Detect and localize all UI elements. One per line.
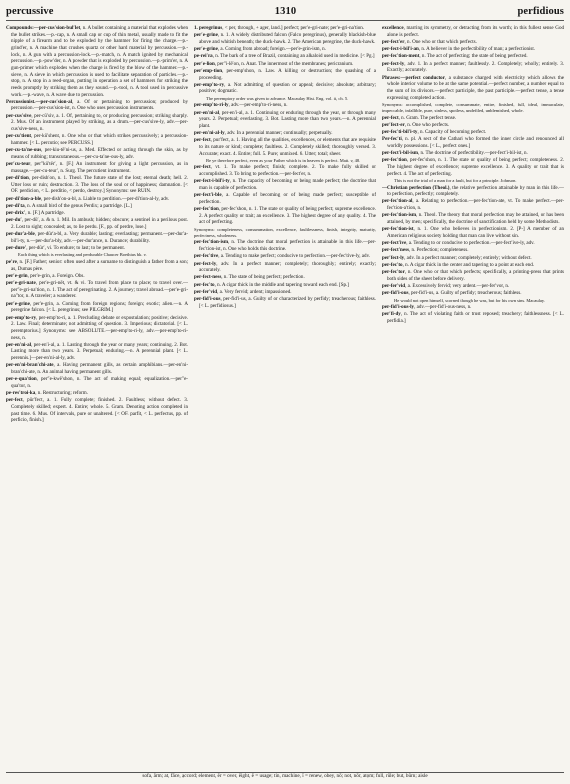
dictionary-entry bbox=[382, 46, 564, 53]
entry-headword: per-fid′i-ous bbox=[382, 290, 409, 297]
entry-definition: , n. 1. A widely distributed falcon (Falco peregrinus), generally blackish-blue above and whitish beneath; the duck-hawk. 2. The American peregrine, the duck-hawk. bbox=[199, 32, 376, 45]
header-left-guideword: percussive bbox=[6, 6, 54, 17]
entry-definition: , a. Relating to perfection.—per-fec′tion-ate, vt. To make perfect.—per-fec′tion-a′tion, n. bbox=[387, 198, 564, 212]
entry-definition: , n. One who or that which perfects. bbox=[404, 38, 477, 45]
dictionary-entry bbox=[382, 255, 564, 262]
entry-headword: per-drix′ bbox=[6, 210, 26, 217]
entry-headword: per-fect′ive bbox=[382, 240, 407, 247]
entry-headword: Percussionist.—per-cus′sion-al bbox=[6, 98, 73, 105]
dictionary-entry bbox=[6, 301, 188, 314]
entry-headword: pe-rei′ra bbox=[194, 53, 213, 60]
column-1 bbox=[6, 25, 188, 773]
dictionary-entry bbox=[6, 342, 188, 362]
entry-definition: , a. Tending to make perfect; conducive to perfection.—per-fec′tive-ly, adv. bbox=[218, 253, 371, 260]
dictionary-entry bbox=[382, 39, 564, 46]
entry-headword: Phrases:—perfect conductor bbox=[382, 74, 445, 81]
entry-definition: , per-kiu-tē′ni-us, a. Med. Effected or acting through the skin, as by means of rubbing; transcutaneous.—per-cu-ta′ne-ous-ly, adv. bbox=[11, 147, 188, 160]
dictionary-entry bbox=[382, 157, 564, 177]
dictionary-entry bbox=[194, 137, 376, 157]
entry-headword: per-e-qua′tion bbox=[6, 376, 37, 383]
dictionary-entry bbox=[6, 231, 188, 244]
entry-definition: , marring its symmetry, or detracting from its worth; in this fullest sense God alone is perfect. bbox=[387, 25, 564, 38]
entry-definition: , n. The doctrine of perfectibility.—per-fect′i-bil-ist, n. bbox=[418, 150, 528, 157]
entry-definition: , a. Of or pertaining to percussion; produced by percussion.—per-cus′sion-ist, n. One who uses percussion instruments. bbox=[11, 98, 188, 112]
entry-headword: per-fer′vid bbox=[382, 283, 406, 290]
dictionary-entry bbox=[6, 217, 188, 230]
entry-definition: , n. Restructuring; reform. bbox=[35, 390, 88, 397]
dictionary-entry bbox=[382, 304, 564, 311]
entry-definition: , adv.—per-emp′to-ri-ness, n. bbox=[228, 102, 288, 109]
dictionary-entry bbox=[6, 376, 188, 389]
entry-definition: , n. A believer in the perfectibility of man; a perfectionist. bbox=[418, 46, 536, 53]
entry-quotation: Be ye therefore perfect, even as your Father which is in heaven is perfect. Matt. v, 48. bbox=[206, 157, 361, 163]
entry-definition: , the relative perfection attainable by man in this life.—to perfection, perfectly; completely. bbox=[387, 184, 564, 198]
entry-definition: , n. The capacity of becoming or being made perfect; the doctrine that man is capable of perfection. bbox=[199, 178, 376, 191]
entry-definition: , per-cū′siv, a. 1. Of, pertaining to, or producing percussion; striking sharply. 2. Mus. Of an instrument played by striking, as a drum.—per-cus′sive-ly, adv.—per-cus′sive-ness, n. bbox=[11, 112, 188, 133]
dictionary-entry bbox=[382, 247, 564, 254]
dictionary-entry bbox=[382, 226, 564, 239]
dictionary-entry bbox=[6, 175, 188, 195]
entry-headword: per-fec′to bbox=[382, 261, 403, 268]
column-3 bbox=[382, 25, 564, 773]
entry-definition: , n. The doctrine that moral perfection is attainable in this life.—per-fec′tion-ist, n. One who holds this doctrine. bbox=[199, 239, 376, 253]
entry-definition: , n. A bullet containing a material that explodes when the bullet strikes.—p.-cap, n. A small cap or cup of thin metal, usually made to fit the nipple of a firearm and to be exploded by the hammer for firing the charge.—p.-grind′er, n. A machine that crushes quartz or other hard material by percussion.—p.-lock, n. A gun with a percussion-lock.—p.-match, n. A match ignited by mechanical percussion.—p.-pow′der, n. A powder that is exploded by percussion.—p.-prim′er, n. A gun-primer which explodes when the charge is fired by the blow of the hammer.—p.-sieve, n. A sieve in which percussion is used to facilitate separation of particles.—p.-stop, n. A stop in a reed-organ, putting in operation a set of hammers for striking the reeds promptly by striking them as they sound.—p.-tool, n. A tool used in percussive work.—p.-wave, n. A wave due to percussion. bbox=[11, 25, 188, 98]
dictionary-entry bbox=[382, 311, 564, 324]
entry-definition: , per′e-grin, a. Coming from foreign regions; foreign; exotic; alien.—n. A peregrine falcon. [< L. peregrinus; see PILGRIM.] bbox=[11, 300, 188, 314]
entry-headword: per-fect-i-bil′i-an bbox=[382, 46, 419, 53]
entry-headword: per′emp-tion bbox=[194, 67, 223, 74]
entry-headword: per-fec′tion bbox=[382, 157, 407, 164]
entry-definition: , a. Not admitting of question or appeal; decisive; absolute; arbitrary; positive; dogmatic. bbox=[199, 81, 376, 95]
entry-headword: per-fect′er bbox=[382, 38, 405, 45]
dictionary-entry bbox=[382, 53, 564, 60]
entry-headword: per-fec′tor bbox=[382, 269, 405, 276]
entry-definition: , n. The state of being perfect; perfection. bbox=[221, 274, 305, 281]
entry-definition: , per-dish′on, n. 1. Theol. The future state of the lost; eternal death; hell. 2. Utter loss or ruin; destruction. 3. The loss of the soul or of happiness; damnation. [< OF. perdicion, < L. perditio, < perdo, destroy.] Synonyms: see RUIN. bbox=[11, 175, 188, 195]
entry-headword: per-fec′to bbox=[194, 281, 215, 288]
entry-definition: , n. [F.] A partridge. bbox=[25, 210, 65, 217]
entry-definition: , vt. 1. To make perfect; finish; complete. 2. To make fully skilled or accomplished. 3. To bring to perfection.—per-fect′er, n. bbox=[199, 164, 376, 178]
entry-headword: per′fect-er bbox=[382, 121, 405, 128]
entry-headword: per-en′ni-bran′chi-ate bbox=[6, 362, 54, 369]
entry-definition: , n. The act of perfecting; the state of being perfected. bbox=[419, 53, 528, 60]
entry-definition: , per-en′i-al, a. 1. Lasting through the year or many years; continuing. 2. Bot. Lasting more than two years. 3. Perpetual; enduring.—n. A perennial plant. [< L. perennis.]—per-en′ni-al-ly, adv. bbox=[11, 341, 188, 362]
dictionary-entry bbox=[382, 240, 564, 247]
entry-definition: , n. The act of violating faith or trust reposed; treachery; faithlessness. [< L. perfidia.] bbox=[387, 311, 564, 324]
dictionary-entry bbox=[6, 390, 188, 397]
entry-definition: , n. One who perfects. bbox=[404, 121, 450, 128]
entry-headword: per-fid′i-ous-ly bbox=[382, 304, 415, 311]
entry-headword: per-cus′sive bbox=[6, 112, 32, 119]
entry-definition: , pur′fect, a. 1. Having all the qualities, excellences, or elements that are requisite to its nature or kind; complete; faultless. 2. Completely skilled; thoroughly versed. 3. Accurate; exact. 4. Entire; full. 5. Pure; unmixed. 6. Utter; total; sheer. bbox=[199, 137, 376, 157]
entry-definition: , a. Coming from abroad; foreign.—per′e-grin-ism, n. bbox=[217, 46, 326, 53]
entry-quotation: Each thing which is everlasting and perdurable Chaucer Boethius bk. v. bbox=[18, 252, 147, 258]
entry-definition: , a. Having permanent gills, as certain amphibians.—per-en′ni-bran′chi-ate, n. An animal having permanent gills. bbox=[11, 362, 188, 375]
dictionary-entry bbox=[6, 397, 188, 424]
entry-definition: , n. Perfection; completeness. bbox=[409, 247, 469, 254]
dictionary-entry bbox=[382, 115, 564, 122]
dictionary-entry bbox=[6, 315, 188, 342]
entry-headword: per′e-gri-nate bbox=[6, 280, 36, 287]
entry-definition: , a. Very fervid; ardent; impassioned. bbox=[217, 288, 292, 295]
entry-definition: , n. One who or that which perfects; specifically, a printing-press that prints both sides of the sheet before delivery. bbox=[387, 269, 564, 282]
dictionary-entry bbox=[6, 203, 188, 210]
dictionary-entry bbox=[6, 25, 188, 98]
entry-headword: per-fect bbox=[194, 164, 211, 171]
page-number: 1310 bbox=[274, 6, 297, 17]
entry-headword: per-fec′tion-ment bbox=[382, 53, 420, 60]
dictionary-entry bbox=[194, 253, 376, 260]
entry-headword: per-en′ni-al bbox=[6, 341, 32, 348]
entry-definition: , per-fec′shon, n. 1. The state or quality of being perfect; completeness. 2. The highest degree of excellence; supreme excellence. 3. A quality or trait that is perfect. 4. The act of perfecting. bbox=[387, 157, 564, 177]
dictionary-entry bbox=[194, 53, 376, 60]
entry-headword: excellence bbox=[382, 25, 404, 31]
entry-definition: , per′e-grin, a. Foreign. Obs. bbox=[27, 272, 85, 279]
entry-headword: per′e-grin bbox=[6, 272, 28, 279]
entry-headword: per-fect′i-bil-ism bbox=[382, 150, 418, 157]
entry-headword: per-fec′tion-ism bbox=[194, 239, 229, 246]
entry-definition: , n. [F.] Father; senior: often used after a surname to distinguish a father from a son; as, Dumas père. bbox=[11, 258, 188, 272]
dictionary-entry bbox=[6, 362, 188, 375]
entry-headword: per′e-grine bbox=[6, 300, 30, 307]
dictionary-entry bbox=[194, 274, 376, 281]
entry-definition: , adv. 1. In a perfect manner; faultlessly. 2. Completely; wholly; entirely. 3. Exactly; accurately. bbox=[387, 60, 564, 74]
header-right-guideword: perfidious bbox=[517, 6, 564, 17]
entry-definition: , per″i-lē′on, n. Anat. The innermost of the membranes; pericranium. bbox=[214, 60, 354, 67]
entry-headword: per′fi-dy bbox=[382, 311, 401, 318]
entry-definition: , per-dish′on-a-bl, a. Liable to perdition.—per-di′tion-al-ly, adv. bbox=[41, 195, 170, 202]
column-2 bbox=[194, 25, 376, 773]
dictionary-entry bbox=[194, 239, 376, 252]
dictionary-entry bbox=[6, 113, 188, 133]
entry-definition: , per-fid′i-us, a. Guilty of or characterized by perfidy; treacherous; faithless. [< L. perfidiosus.] bbox=[199, 296, 376, 309]
entry-headword: per-fec′tion-ism bbox=[382, 212, 417, 219]
entry-headword: Compounds:—per-cus′sion-bul′let bbox=[6, 25, 81, 31]
entry-definition: , a substance charged with electricity which allows the whole interior volume to be at the same potential.—perfect number, a number equal to the sum of its divisors.—perfect participle, the past participle.—perfect tense, a tense expressing completed action. bbox=[387, 74, 564, 101]
entry-definition: , adv.—per-fid′i-ous-ness, n. bbox=[414, 304, 472, 311]
entry-headword: per-fec′tion-al bbox=[382, 198, 413, 205]
entry-definition: , n. The bark of a tree of Brazil, containing an alkaloid used in medicine. [< Pg.] bbox=[212, 53, 375, 60]
entry-quotation: He would not open himself, scorned though he was, but for his own sins. Macaulay. bbox=[394, 297, 545, 303]
dictionary-entry bbox=[194, 289, 376, 296]
entry-headword: per-emp′to-ry bbox=[194, 81, 225, 88]
dictionary-entry bbox=[382, 150, 564, 157]
dictionary-entry bbox=[382, 198, 564, 211]
dictionary-entry bbox=[194, 68, 376, 81]
entry-headword: per-di′ta bbox=[6, 202, 25, 209]
pronunciation-key-footer: sofa, ârm; at, fāce, ạccord; element, ēr = over, ēight, ē = usage; tin, machine, ī = renew, obey, nō; not, nōr, atọm; full, rūle; but, bûrn; aisle bbox=[6, 772, 564, 780]
entry-definition: , adv. In a perfect manner; completely; entirely; without defect. bbox=[404, 254, 532, 261]
dictionary-entry bbox=[382, 262, 564, 269]
entry-definition: , n. Theol. The theory that moral perfection may be attained, or has been attained, by men; specifically, the doctrine of sanctification held by some Methodists. bbox=[387, 212, 564, 225]
entry-definition: , per-dū′, a. & n. 1. Mil. In ambush; hidden; obscure; a sentinel in a perilous post. 2. Lost to sight; concealed; as, to lie perdu. [F., pp. of perdre, lose.] bbox=[11, 217, 188, 230]
dictionary-entry bbox=[382, 25, 564, 38]
dictionary-entry bbox=[6, 273, 188, 280]
dictionary-entry bbox=[194, 32, 376, 45]
entry-headword: per′fect-ly bbox=[382, 254, 405, 261]
entry-headword: per-di′tion-a-ble bbox=[6, 195, 42, 202]
entry-headword: per-fer′vid bbox=[194, 288, 218, 295]
entry-definition: , n. A cigar thick in the center and tapering to a point at each end. bbox=[402, 261, 535, 268]
dictionary-entry bbox=[194, 261, 376, 274]
page-header bbox=[6, 6, 564, 21]
entry-headword: per-cu-ta′ne-ous bbox=[6, 147, 42, 154]
dictionary-entry bbox=[6, 133, 188, 146]
entry-definition: , adv. In a perennial manner; continually; perpetually. bbox=[224, 130, 333, 137]
entry-headword: per′e-grine bbox=[194, 32, 218, 39]
entry-definition: , adv. In a perfect manner; completely; thoroughly; entirely; exactly; accurately. bbox=[199, 260, 376, 274]
entry-definition: , a. Capable of becoming or of being made perfect; susceptible of perfection. bbox=[199, 192, 376, 205]
entry-headword: per-fect bbox=[194, 137, 211, 144]
entry-headword: pe′re bbox=[6, 258, 17, 265]
entry-definition: , n. A cigar thick in the middle and tapering toward each end. [Sp.] bbox=[214, 281, 349, 288]
entry-headword: per-fid′i-ous bbox=[194, 296, 221, 303]
dictionary-entry bbox=[382, 136, 564, 149]
entry-quotation: The peremptory order was given to advance. Macaulay Hist. Eng. vol. ii, ch. 5. bbox=[206, 95, 349, 101]
entry-headword: per-fect bbox=[382, 114, 399, 121]
entry-headword: per-fect′i-ble bbox=[194, 192, 222, 199]
dictionary-entry bbox=[6, 161, 188, 174]
entry-headword: per′e-grine bbox=[194, 46, 218, 53]
entry-headword: pe-res′troi-ka bbox=[6, 390, 36, 397]
entry-definition: , a. Tending to or conducive to perfection.—per-fect′ive-ly, adv. bbox=[406, 240, 535, 247]
dictionary-entry bbox=[194, 192, 376, 205]
entry-headword: per-emp′to-ry bbox=[6, 314, 37, 321]
entry-definition: , per-emp′to-ri, a. 1. Precluding debate or expostulation; positive; decisive. 2. Law. Final; determinate; not admitting of question. 3. Imperious; dictatorial. [< L. peremptorius.] Synonyms: see ABSOLUTE.—per-emp′to-ri-ly, adv.—per-emp′to-ri-ness, n. bbox=[11, 314, 188, 341]
entry-headword: —Christian perfection (Theol.) bbox=[382, 184, 450, 191]
entry-headword: per-dur′a-ble bbox=[6, 231, 35, 238]
entry-headword: per-en′ni-al bbox=[194, 109, 220, 116]
entry-definition: , per″kü′tër′, n. [F.] An instrument for giving a light percussion, as in massage.—per-cu-teur′, n. Surg. The percutient instrument. bbox=[11, 161, 188, 174]
dictionary-entry bbox=[194, 110, 376, 130]
entry-headword: per′cu-teur bbox=[6, 161, 31, 168]
dictionary-entry bbox=[6, 196, 188, 203]
dictionary-entry bbox=[194, 282, 376, 289]
dictionary-entry bbox=[194, 130, 376, 137]
entry-definition: , a. Excessively fervid; very ardent.—per-fer′vor, n. bbox=[405, 283, 510, 290]
entry-headword: per-fec′tion bbox=[194, 206, 219, 213]
dictionary-entry bbox=[382, 185, 564, 198]
entry-headword: per-di′tion bbox=[6, 175, 29, 181]
entry-quotation: This is not the trial of a man for a fault, but for a principle. Johnson. bbox=[394, 177, 517, 183]
entry-synonyms: Synonyms: accomplished, complete, consummate, entire, finished, full, ideal, immaculate, impeccable, infallible, pure, sinless, spotless, undefiled, unblemished, whole. bbox=[382, 101, 564, 113]
entry-definition: , per-kū′shent, n. One who or that which strikes percussively; a percussion-hammer. [< L. percutio; see PERCUSS.] bbox=[11, 133, 188, 146]
entry-headword: per-fect-i-bil′i-ty bbox=[194, 178, 230, 185]
dictionary-entry bbox=[382, 129, 564, 136]
entry-definition: , n. Capacity of becoming perfect. bbox=[417, 129, 487, 135]
entry-definition: , n. A small bird of the genus Perdix; a partridge. [L.] bbox=[24, 202, 132, 209]
entry-definition: , per″e-kwē′shon, n. The act of making equal; equalization.—per″e-qua′tor, n. bbox=[11, 376, 188, 389]
dictionary-entry bbox=[6, 99, 188, 112]
entry-headword: per-fec′tion-ist bbox=[382, 226, 414, 233]
dictionary-entry bbox=[6, 259, 188, 272]
entry-definition: , n. pl. A sect of the Cathari who formed the inner circle and renounced all worldly possessions. [< L., perfect ones.] bbox=[387, 136, 564, 149]
entry-definition: , per-en′i-al, a. 1. Continuing or enduring through the year, or through many years. 2. Perpetual; everlasting. 3. Bot. Lasting more than two years.—n. A perennial plant. bbox=[199, 109, 376, 129]
dictionary-entry bbox=[194, 61, 376, 68]
entry-definition: , per-emp′shon, n. Law. A killing or destruction; the quashing of a proceeding. bbox=[199, 67, 376, 81]
text-columns bbox=[6, 25, 564, 773]
entry-headword: per-fect′ness bbox=[382, 247, 410, 254]
dictionary-entry bbox=[194, 296, 376, 309]
entry-headword: per-emp′to-ri-ly bbox=[194, 102, 229, 109]
entry-definition: , pūr′fect, a. 1. Fully complete; finished. 2. Faultless; without defect. 3. Completely skilled; expert. 4. Entire; whole. 5. Gram. Denoting action completed in past time. 6. Mus. Of intervals, pure or unaltered. [< OF. parfit, < L. perfectus, pp. of perficio, finish.] bbox=[11, 397, 188, 424]
dictionary-entry bbox=[194, 178, 376, 191]
dictionary-entry bbox=[382, 212, 564, 225]
dictionary-entry bbox=[382, 290, 564, 297]
dictionary-entry bbox=[382, 283, 564, 290]
entry-headword: per-du′ bbox=[6, 217, 22, 224]
entry-definition: , per-fid′i-us, a. Guilty of perfidy; treacherous; faithless. bbox=[408, 290, 522, 297]
entry-headword: per-dure′ bbox=[6, 245, 27, 252]
dictionary-entry bbox=[194, 46, 376, 53]
dictionary-entry bbox=[194, 82, 376, 95]
dictionary-entry bbox=[194, 25, 376, 32]
entry-definition: , n. 1. One who believes in perfectionism. 2. [P-] A member of an American religious society holding that man can live without sin. bbox=[387, 226, 564, 239]
entry-headword: per-fect-ly bbox=[194, 260, 217, 267]
dictionary-entry bbox=[194, 102, 376, 109]
dictionary-entry bbox=[382, 122, 564, 129]
entry-headword: per-en′ni-al-ly bbox=[194, 130, 225, 137]
entry-headword: per-fect-ness bbox=[194, 274, 222, 281]
entry-headword: per-cu′tient bbox=[6, 133, 32, 140]
entry-definition: , per-dūr′a-bl, a. Very durable; lasting; everlasting; permanent.—per-dur′a-bil′i-ty, n.—per-dur′a-bly, adv.—per-dur′ance, n. Durance; durability. bbox=[11, 231, 188, 244]
dictionary-entry bbox=[382, 75, 564, 102]
entry-headword: Per-fec′ti bbox=[382, 136, 402, 143]
entry-definition: , per′e-gri-nēt, vt. & vi. To travel from place to place; to travel over.—per″e-gri-na′tion, n. 1. The act of peregrinating. 2. A journey; travel abroad.—per′e-gri-na″tor, n. A traveler; a wanderer. bbox=[11, 280, 188, 300]
dictionary-entry bbox=[6, 245, 188, 252]
entry-definition: , < per, through, + ager, land.] perfect; per′e-gri-nate; per′e-gri-na′tion. bbox=[222, 25, 365, 31]
entry-definition: , per-fec′shon, n. 1. The state or quality of being perfect; supreme excellence. 2. A perfect quality or trait; an excellence. 3. The highest degree of any quality. 4. The act of perfecting. bbox=[199, 206, 376, 226]
entry-headword: per′e-lion bbox=[194, 60, 215, 67]
entry-headword: 1. peregrinus bbox=[194, 25, 223, 31]
dictionary-entry bbox=[382, 269, 564, 282]
dictionary-entry bbox=[194, 164, 376, 177]
entry-headword: per-fect-ly bbox=[382, 60, 405, 67]
entry-synonyms: Synonyms: completeness, consummation, excellence, faultlessness, finish, integrity, maturity, perfectness, wholeness. bbox=[194, 226, 376, 238]
dictionary-entry bbox=[382, 61, 564, 74]
dictionary-entry bbox=[194, 206, 376, 226]
entry-definition: , n. Gram. The perfect tense. bbox=[398, 114, 457, 121]
dictionary-entry bbox=[6, 210, 188, 217]
dictionary-entry bbox=[6, 280, 188, 300]
entry-headword: per-fect bbox=[6, 397, 23, 404]
entry-headword: per-fec′ti-bil′i-ty bbox=[382, 129, 418, 135]
entry-definition: , per-dūr′, vi. To endure; to last; to be permanent. bbox=[26, 245, 126, 252]
dictionary-entry bbox=[6, 147, 188, 160]
entry-headword: per-fec′tive bbox=[194, 253, 219, 260]
